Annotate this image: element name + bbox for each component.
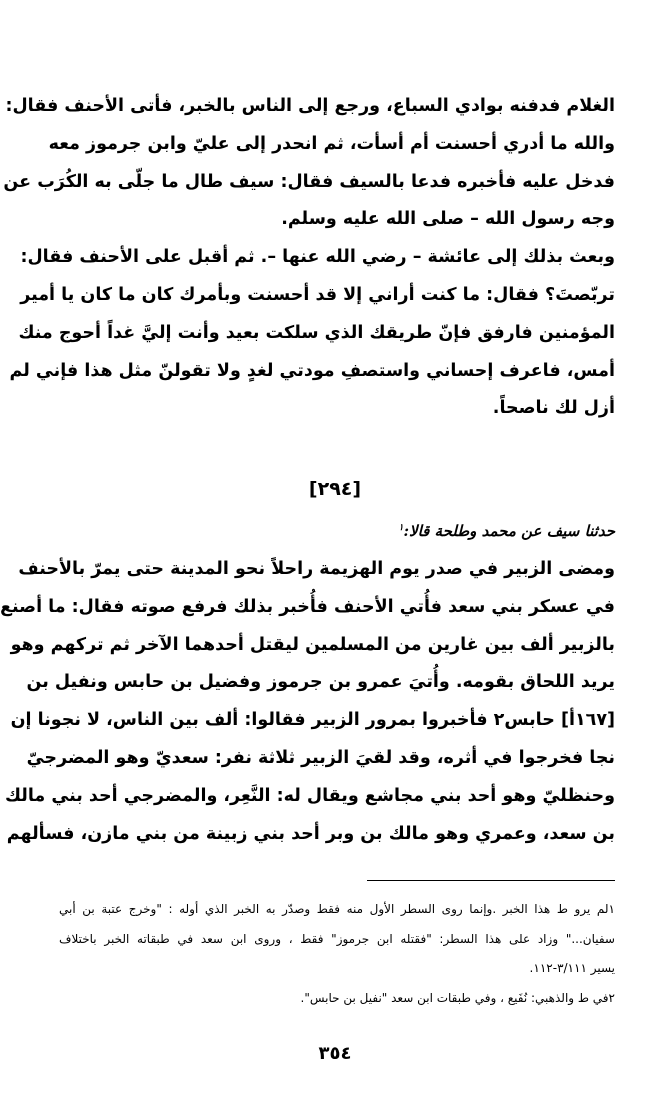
text-line: فدخل عليه فأخبره فدعا بالسيف فقال: سيف طال ما جلّى به الكُرَب عن [3,171,615,192]
text-line: بن سعد، وعمري وهو مالك بن وبر أحد بني زبينة من بني مازن، فسألهم [6,823,615,844]
report-number-heading: [٢٩٤] [308,478,362,500]
text-line: وحنظليّ وهو أحد بني مجاشع ويقال له: النَّعِر، والمضرجي أحد بني مالك [5,785,615,806]
text-line: والله ما أدري أحسنت أم أسأت، ثم انحدر إلى عليّ وابن جرموز معه [48,133,615,154]
text-line: [١٦٧أ] حابس٢ فأخبروا بمرور الزبير فقالوا: ألف بين الناس، لا نجونا إن [10,710,615,731]
text-line: أمس، فاعرف إحساني واستصفِ مودتي لغدٍ ولا تقولنّ مثل هذا فإني لم [9,360,615,381]
footnote-line: ١لم يرو ط هذا الخبر .وإنما روى السطر الأول منه فقط وصدّر به الخبر الذي أوله : "وخرج عتبة بن أبي [59,902,615,916]
text-line: الغلام فدفنه بوادي السباع، ورجع إلى الناس بالخبر، فأتى الأحنف فقال: [5,96,615,116]
page-number: ٣٥٤ [318,1043,352,1064]
footnote-divider [367,880,615,881]
text-line: تربّصتَ؟ فقال: ما كنت أراني إلا قد أحسنت وبأمرك كان ما كان يا أمير [20,284,615,305]
text-line: وجه رسول الله – صلى الله عليه وسلم. [281,209,615,230]
text-line: في عسكر بني سعد فأُتي الأحنف فأُخبر بذلك فرفع صوته فقال: ما أصنع [0,596,615,617]
footnote-line: ٢في ط والذهبي: نُفَيع ، وفي طبقات ابن سعد "نفيل بن حابس". [300,990,615,1005]
footnote-line: يسير ٣/١١١-١١٢. [529,961,615,975]
text-line: أزل لك ناصحاً. [492,398,615,419]
isnad-line [59,515,615,544]
footnote-line: سفيان..." وزاد على هذا السطر: "فقتله ابن جرموز" فقط ، وروى ابن سعد في طبقاته الخبر باختلاف [59,931,615,946]
text-line: بالزبير ألف بين غارين من المسلمين ليقتل أحدهما الآخر ثم تركهم وهو [10,634,615,655]
text-line: المؤمنين فارفق فإنّ طريقك الذي سلكت بعيد وأنت إليَّ غداً أحوج منك [18,322,615,343]
footnotes [59,895,615,1013]
paragraph-block-1 [3,88,615,428]
footnote-marker: ١ [398,523,404,533]
text-line: وبعث بذلك إلى عائشة – رضي الله عنها –. ثم أقبل على الأحنف فقال: [20,247,615,268]
paragraph-block-2 [0,551,615,853]
text-line: ومضى الزبير في صدر يوم الهزيمة راحلاً نحو المدينة حتى يمرّ بالأحنف [18,559,615,579]
isnad-text: حدثنا سيف عن محمد وطلحة قالا: [403,522,615,540]
text-line: نجا فخرجوا في أثره، وقد لقيَ الزبير ثلاثة نفر: سعديّ وهو المضرجيّ [26,747,615,768]
text-line: يريد اللحاق بقومه. وأُتيَ عمرو بن جرموز وفضيل بن حابس ونفيل بن [26,672,615,693]
